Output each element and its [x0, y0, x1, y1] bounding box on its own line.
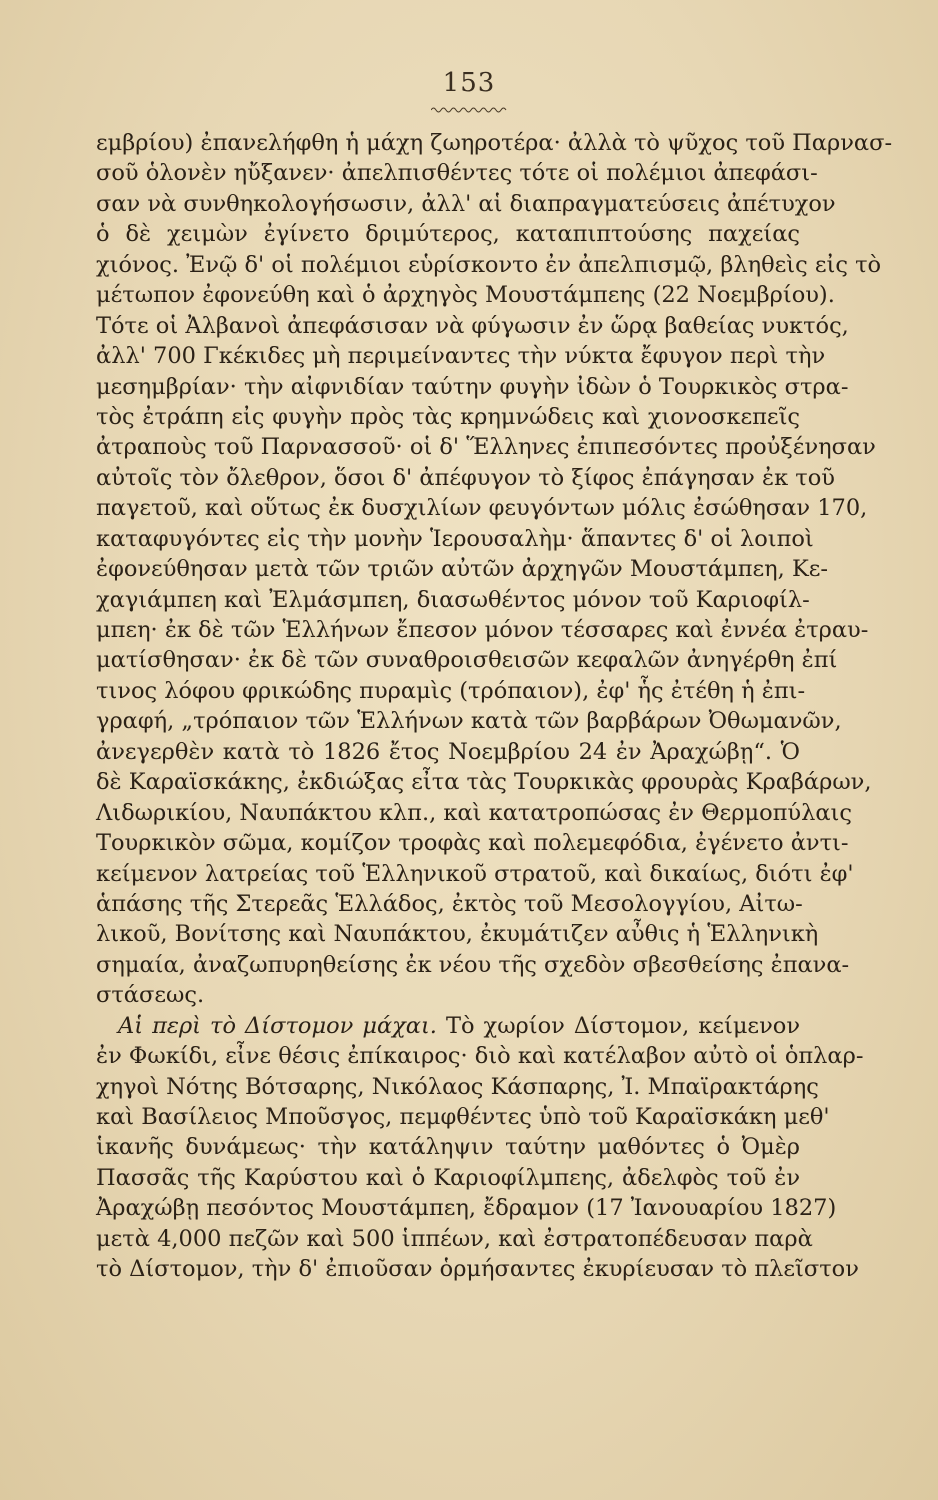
text-line: ὁ δὲ χειμὼν ἐγίνετο δριμύτερος, καταπιπτούσης παχείας — [96, 221, 800, 248]
text-line: ἀνεγερθὲν κατὰ τὸ 1826 ἔτος Νοεμβρίου 24 ἐν Ἀραχώβῃ“. Ὁ — [96, 738, 800, 765]
text-line: Τότε οἱ Ἀλβανοὶ ἀπεφάσισαν νὰ φύγωσιν ἐν ὥρᾳ βαθείας νυκτός, — [96, 312, 849, 339]
text-line: ἀτραποὺς τοῦ Παρνασσοῦ· οἱ δ' Ἕλληνες ἐπιπεσόντες προὐξένησαν — [96, 434, 876, 461]
text-line: μέτωπον ἐφονεύθη καὶ ὁ ἀρχηγὸς Μουστάμπεης (22 Νοεμβρίου). — [96, 282, 835, 309]
text-line: μπεη· ἐκ δὲ τῶν Ἑλλήνων ἔπεσον μόνον τέσσαρες καὶ ἐννέα ἐτραυ- — [96, 617, 869, 643]
section-first-line — [96, 1011, 800, 1041]
text-line: χιόνος. Ἐνῷ δ' οἱ πολέμιοι εὑρίσκοντο ἐν ἀπελπισμῷ, βληθεὶς εἰς τὸ — [96, 251, 882, 278]
text-line: χαγιάμπεη καὶ Ἐλμάσμπεη, διασωθέντος μόνον τοῦ Καριοφίλ- — [96, 586, 810, 613]
text-line: καὶ Βασίλειος Μποῦσγος, πεμφθέντες ὑπὸ τοῦ Καραϊσκάκη μεθ' — [96, 1104, 830, 1130]
text-line: μεσημβρίαν· τὴν αἰφνιδίαν ταύτην φυγὴν ἰδὼν ὁ Τουρκικὸς στρα- — [96, 373, 849, 400]
text-line: Ἀραχώβῃ πεσόντος Μουστάμπεη, ἔδραμον (17 Ἰανουαρίου 1827) — [96, 1195, 837, 1222]
text-line: αὐτοῖς τὸν ὄλεθρον, ὅσοι δ' ἀπέφυγον τὸ ξίφος ἐπάγησαν ἐκ τοῦ — [96, 464, 835, 491]
text-line: Λιδωρικίου, Ναυπάκτου κλπ., καὶ κατατροπώσας ἐν Θερμοπύλαις — [96, 799, 852, 826]
text-line: στάσεως. — [96, 982, 205, 1009]
text-line: ἐν Φωκίδι, εἶνε θέσις ἐπίκαιρος· διὸ καὶ κατέλαβον αὐτὸ οἱ ὁπλαρ- — [96, 1043, 864, 1070]
page-number: 153 — [442, 68, 496, 98]
text-line: ἱκανῆς δυνάμεως· τὴν κατάληψιν ταύτην μαθόντες ὁ Ὀμὲρ — [96, 1134, 800, 1161]
text-line: ἁπάσης τῆς Στερεᾶς Ἑλλάδος, ἐκτὸς τοῦ Μεσολογγίου, Αἰτω- — [96, 890, 803, 917]
text-line: σαν νὰ συνθηκολογήσωσιν, ἀλλ' αἱ διαπραγματεύσεις ἀπέτυχον — [96, 190, 836, 217]
text-line: παγετοῦ, καὶ οὕτως ἐκ δυσχιλίων φευγόντων μόλις ἐσώθησαν 170, — [96, 495, 868, 522]
text-line: ἐφονεύθησαν μετὰ τῶν τριῶν αὐτῶν ἀρχηγῶν Μουστάμπεη, Κε- — [96, 556, 829, 583]
text-line: χηγοὶ Νότης Βότσαρης, Νικόλαος Κάσπαρης, Ἰ. Μπαϊρακτάρης — [96, 1073, 819, 1100]
text-line: λικοῦ, Βονίτσης καὶ Ναυπάκτου, ἐκυμάτιζεν αὖθις ἡ Ἑλληνικὴ — [96, 921, 819, 948]
text-line: δὲ Καραϊσκάκης, ἐκδιώξας εἶτα τὰς Τουρκικὰς φρουρὰς Κραβάρων, — [96, 769, 872, 796]
wavy-rule-ornament — [431, 106, 507, 114]
text-line: σημαία, ἀναζωπυρηθείσης ἐκ νέου τῆς σχεδὸν σβεσθείσης ἐπανα- — [96, 951, 850, 978]
text-line: εμβρίου) ἐπανελήφθη ἡ μάχη ζωηροτέρα· ἀλλὰ τὸ ψῦχος τοῦ Παρνασ- — [96, 130, 893, 156]
text-line: τινος λόφου φρικώδης πυραμὶς (τρόπαιον), ἐφ' ἧς ἐτέθη ἡ ἐπι- — [96, 677, 806, 704]
text-line: γραφή, „τρόπαιον τῶν Ἑλλήνων κατὰ τῶν βαρβάρων Ὀθωμανῶν, — [96, 708, 842, 735]
text-line: ματίσθησαν· ἐκ δὲ τῶν συναθροισθεισῶν κεφαλῶν ἀνηγέρθη ἐπί — [96, 647, 838, 674]
text-line: τὸς ἐτράπη εἰς φυγὴν πρὸς τὰς κρημνώδεις καὶ χιονοσκεπεῖς — [96, 403, 800, 430]
text-line: σοῦ ὁλονὲν ηὔξανεν· ἀπελπισθέντες τότε οἱ πολέμιοι ἀπεφάσι- — [96, 160, 818, 187]
text-line: μετὰ 4,000 πεζῶν καὶ 500 ἱππέων, καὶ ἐστρατοπέδευσαν παρὰ — [96, 1225, 813, 1252]
text-line: ἀλλ' 700 Γκέκιδες μὴ περιμείναντες τὴν νύκτα ἔφυγον περὶ τὴν — [96, 343, 826, 370]
text-line: κείμενον λατρείας τοῦ Ἑλληνικοῦ στρατοῦ, καὶ δικαίως, διότι ἐφ' — [96, 860, 854, 887]
section-first-line-text: Τὸ χωρίον Δίστομον, κείμενον — [445, 1012, 800, 1039]
body-text — [96, 128, 893, 1285]
text-line: Πασσᾶς τῆς Καρύστου καὶ ὁ Καριοφίλμπεης, ἀδελφὸς τοῦ ἐν — [96, 1164, 800, 1191]
section-heading: Αἱ περὶ τὸ Δίστομον μάχαι. — [118, 1012, 437, 1039]
text-line: Τουρκικὸν σῶμα, κομίζον τροφὰς καὶ πολεμεφόδια, ἐγένετο ἀντι- — [96, 830, 849, 857]
text-line: τὸ Δίστομον, τὴν δ' ἐπιοῦσαν ὁρμήσαντες ἐκυρίευσαν τὸ πλεῖστον — [96, 1256, 859, 1283]
text-line: καταφυγόντες εἰς τὴν μονὴν Ἱερουσαλὴμ· ἅπαντες δ' οἱ λοιποὶ — [96, 525, 814, 552]
